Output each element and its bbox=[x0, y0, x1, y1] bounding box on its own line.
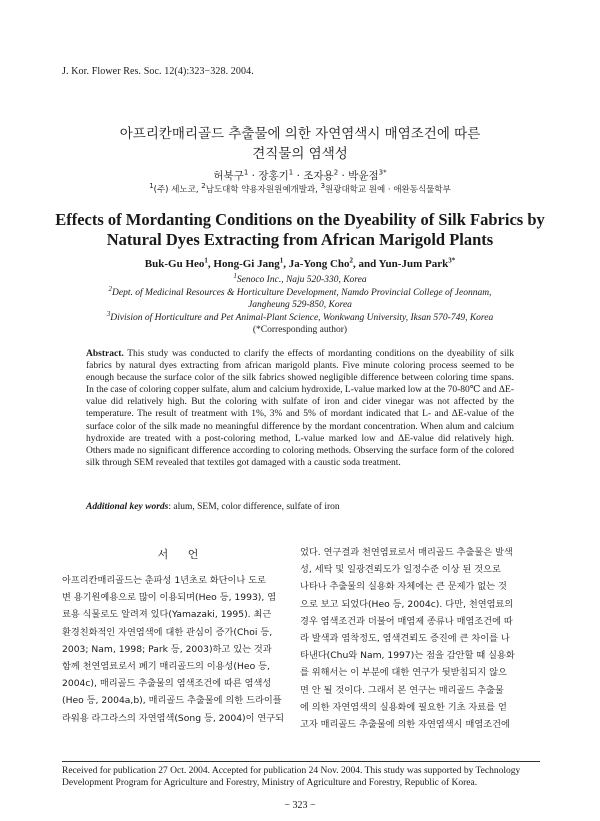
author-and: , and bbox=[353, 258, 379, 270]
english-title bbox=[40, 210, 560, 250]
body-text-line: 라 발색과 염착정도, 염색견뢰도 증진에 큰 차이를 나 bbox=[300, 633, 510, 645]
korean-author-3-mark: 2 bbox=[333, 168, 339, 177]
body-text-line: 료용 식물로도 알려져 있다(Yamazaki, 1995). 최근 bbox=[62, 609, 272, 621]
korean-affil-3: 원광대학교 원예 · 애완동식물학부 bbox=[325, 185, 451, 195]
english-affil-2 bbox=[40, 284, 560, 300]
english-title-line-1: Effects of Mordanting Conditions on the Dyeability of Silk Fabrics by bbox=[55, 210, 545, 229]
author-comma: , bbox=[283, 258, 289, 270]
korean-title-line-1: 아프리칸매리골드 추출물에 의한 자연염색시 매염조건에 따른 bbox=[119, 126, 481, 142]
english-affil-2-text: Dept. of Medicinal Resources & Horticulture Development, Namdo Provincial College of Jeonnam, bbox=[112, 287, 492, 298]
korean-title-line-2: 견직물의 염색성 bbox=[252, 146, 348, 162]
footnote-divider bbox=[62, 761, 540, 762]
footnote-line-2: Development Program for Agriculture and Forestry, Ministry of Agriculture and Forestry, Republic of Korea. bbox=[62, 778, 478, 788]
korean-affil-mark-2: 2 bbox=[201, 182, 206, 191]
abstract bbox=[86, 348, 514, 469]
body-text-line: 으로 보고 되었다(Heo 등, 2004c). 다만, 천연염료의 bbox=[300, 598, 514, 610]
author-separator: · bbox=[248, 170, 259, 182]
body-text-line: (Heo 등, 2004a,b), 매리골드 추출물에 의한 드라이플 bbox=[62, 695, 282, 707]
keywords-text: : alum, SEM, color difference, sulfate of iron bbox=[168, 502, 340, 512]
korean-affil-mark-3: 3 bbox=[320, 182, 326, 191]
korean-affiliations bbox=[60, 183, 540, 195]
english-author-3-mark: 2 bbox=[349, 256, 354, 265]
footnote bbox=[62, 765, 542, 789]
body-text-line: 라워용 라그라스의 자연염색(Song 등, 2004)이 연구되 bbox=[62, 712, 285, 724]
english-affil-mark-2: 2 bbox=[108, 284, 113, 293]
english-author-1: Buk-Gu Heo bbox=[144, 258, 205, 270]
english-author-1-mark: 1 bbox=[204, 256, 208, 265]
body-column-right bbox=[300, 544, 540, 733]
body-column-left bbox=[62, 572, 302, 727]
korean-author-3: 조자용 bbox=[303, 170, 334, 182]
body-text-line: 에 의한 자연염색의 실용화에 필요한 기초 자료를 얻 bbox=[300, 701, 507, 713]
korean-title bbox=[60, 124, 540, 164]
section-heading-introduction: 서 언 bbox=[157, 548, 207, 561]
english-title-line-2: Natural Dyes Extracting from African Marigold Plants bbox=[106, 230, 494, 249]
korean-author-1-mark: 1 bbox=[243, 168, 249, 177]
english-authors bbox=[60, 258, 540, 270]
english-affiliations bbox=[40, 271, 560, 337]
body-text-line: 고자 매리골드 추출물에 의한 자연염색시 매염조건에 bbox=[300, 719, 510, 731]
author-separator: · bbox=[293, 170, 304, 182]
body-text-line: 2004c), 매리골드 추출물의 염색조건에 따른 염색성 bbox=[62, 678, 272, 690]
body-text-line: 함께 천연염료로서 폐기 매리골드의 이용성(Heo 등, bbox=[62, 661, 270, 673]
korean-authors bbox=[60, 168, 540, 183]
korean-author-2: 장홍기 bbox=[258, 170, 289, 182]
korean-author-4: 박윤점 bbox=[348, 170, 379, 182]
english-affil-1 bbox=[40, 271, 560, 287]
english-affil-3 bbox=[40, 309, 560, 325]
english-affil-mark-3: 3 bbox=[106, 309, 111, 318]
author-comma: , bbox=[207, 258, 214, 270]
korean-affil-2: 남도대학 약용자원원예개발과, bbox=[205, 185, 321, 195]
english-author-4: Yun-Jum Park bbox=[378, 258, 449, 270]
body-text-line: 2003; Nam, 1998; Park 등, 2003)하고 있는 것과 bbox=[62, 643, 272, 655]
english-affil-3-text: Division of Horticulture and Pet Animal-Plant Science, Wonkwang University, Iksan 570-749, Korea bbox=[110, 312, 494, 323]
korean-affil-mark-1: 1 bbox=[149, 182, 154, 191]
body-text-line: 환경친화적인 자연염색에 대한 관심이 증가(Choi 등, bbox=[62, 626, 273, 638]
body-text-line: 아프리칸매리골드는 춘파성 1년초로 화단이나 도로 bbox=[62, 575, 266, 586]
keywords bbox=[86, 502, 514, 512]
english-author-4-mark: 3* bbox=[448, 256, 456, 265]
body-text-line: 를 위해서는 이 부분에 대한 연구가 뒷받침되지 않으 bbox=[300, 667, 507, 679]
body-text-line: 타낸다(Chu와 Nam, 1997)는 점을 감안할 때 실용화 bbox=[300, 650, 515, 662]
footnote-line-1: Received for publication 27 Oct. 2004. Accepted for publication 24 Nov. 2004. This study was supported by Technology bbox=[62, 766, 521, 776]
english-affil-mark-1: 1 bbox=[233, 271, 237, 280]
body-text-line: 성, 세탁 및 일광견뢰도가 일정수준 이상 된 것으로 bbox=[300, 564, 501, 576]
english-author-2-mark: 1 bbox=[279, 256, 284, 265]
body-text-line: 었다. 연구결과 천연염료로서 매리골드 추출물은 발색 bbox=[300, 547, 513, 558]
korean-author-2-mark: 1 bbox=[288, 168, 294, 177]
author-separator: · bbox=[338, 170, 349, 182]
korean-affil-1: (주) 세노코, bbox=[153, 185, 202, 195]
body-text-line: 나타나 추출물의 실용화 자체에는 큰 문제가 없는 것 bbox=[300, 581, 507, 593]
journal-citation: J. Kor. Flower Res. Soc. 12(4):323−328. 2004. bbox=[62, 66, 254, 77]
english-author-3: Ja-Yong Cho bbox=[288, 258, 350, 270]
korean-author-4-mark: 3* bbox=[378, 168, 387, 177]
abstract-text: This study was conducted to clarify the effects of mordanting conditions on the dyeability of silk fabrics by natural dyes extracting from african marigold plants. Five minute coloring process seemed to be enough because the surface color of the silk fabrics showed negligible difference between coloring time spans. In the case of coloring copper sulfate, alum and calcium hydroxide, L-value marked low at the 70-80℃ and ΔE-value did relatively high. But the coloring with sulfate of iron and cider vinegar was not affected by the temperature. The result of treatment with 1%, 3% and 5% of mordant indicated that L- and ΔE-value of the surface color of the silk made no meaningful difference by the mordant concentration. When alum and calcium hydroxide are treated with a post-coloring method, L-value marked low and ΔE-value did relatively high. Others made no significant difference according to coloring methods. Observing the surface form of the colored silk through SEM revealed that textiles got damaged with a caustic soda treatment. bbox=[86, 349, 514, 468]
corresponding-author-note: (*Corresponding author) bbox=[252, 325, 348, 335]
abstract-label: Abstract. bbox=[86, 349, 124, 359]
body-text-line: 경우 염색조건과 더불어 매염제 종류나 매염조건에 따 bbox=[300, 615, 513, 627]
keywords-label: Additional key words bbox=[86, 502, 169, 512]
body-text-line: 변 용기원예용으로 많이 이용되며(Heo 등, 1993), 염 bbox=[62, 592, 277, 604]
english-affil-2-cont: Jangheung 529-850, Korea bbox=[248, 300, 352, 310]
page-number: − 323 − bbox=[284, 800, 316, 811]
english-affil-1-text: Senoco Inc., Naju 520-330, Korea bbox=[236, 275, 367, 285]
english-author-2: Hong-Gi Jang bbox=[213, 258, 280, 270]
body-text-line: 면 안 될 것이다. 그래서 본 연구는 매리골드 추출물 bbox=[300, 684, 504, 696]
korean-author-1: 허북구 bbox=[213, 170, 244, 182]
